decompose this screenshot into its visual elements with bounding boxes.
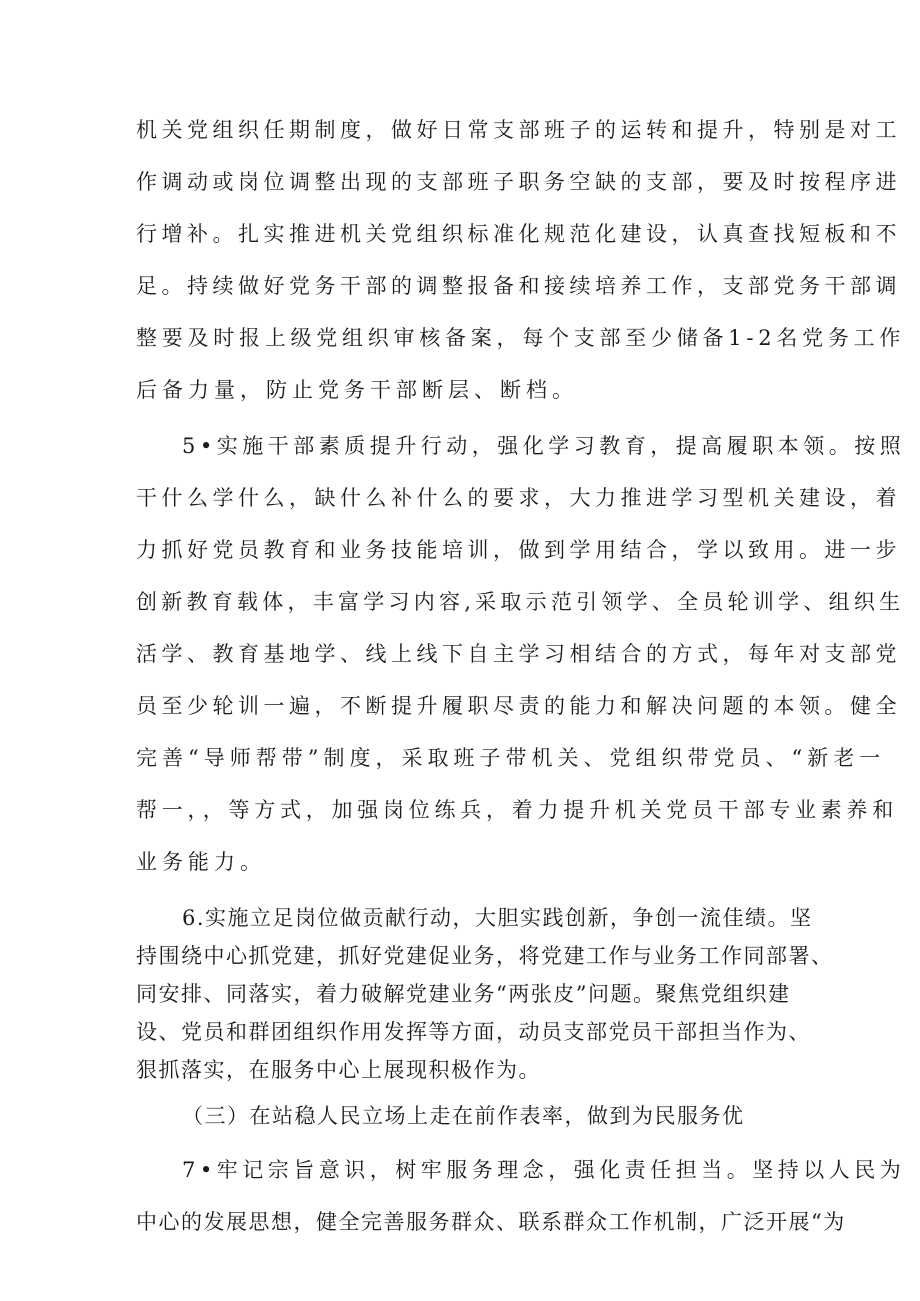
paragraph-line: 作调动或岗位调整出现的支部班子职务空缺的支部，要及时按程序进: [136, 170, 901, 194]
paragraph-line: 业务能力。: [136, 850, 266, 874]
paragraph-line: 7•牢记宗旨意识，树牢服务理念，强化责任担当。坚持以人民为: [182, 1158, 906, 1182]
paragraph-line: 后备力量，防止党务干部断层、断档。: [136, 378, 578, 402]
paragraph-line: 活学、教育基地学、线上线下自主学习相结合的方式，每年对支部党: [136, 642, 901, 666]
paragraph-line: 狠抓落实，在服务中心上展现积极作为。: [136, 1058, 541, 1082]
section-heading: （三）在站稳人民立场上走在前作表率，做到为民服务优: [182, 1104, 745, 1128]
paragraph-line: 力抓好党员教育和业务技能培训，做到学用结合，学以致用。进一步: [136, 538, 901, 562]
paragraph-line: 帮一，，等方式，加强岗位练兵，着力提升机关党员干部专业素养和: [136, 798, 898, 822]
paragraph-line: 员至少轮训一遍，不断提升履职尽责的能力和解决问题的本领。健全: [136, 694, 901, 718]
paragraph-line: 完善“导师帮带”制度，采取班子带机关、党组织带党员、“新老一: [136, 746, 886, 770]
paragraph-line: 持围绕中心抓党建，抓好党建促业务，将党建工作与业务工作同部署、: [136, 944, 834, 968]
paragraph-line: 行增补。扎实推进机关党组织标准化规范化建设，认真查找短板和不: [136, 222, 901, 246]
paragraph-line: 同安排、同落实，着力破解党建业务“两张皮”问题。聚焦党组织建: [136, 982, 791, 1006]
paragraph-line: 足。持续做好党务干部的调整报备和接续培养工作，支部党务干部调: [136, 274, 901, 298]
paragraph-line: 机关党组织任期制度，做好日常支部班子的运转和提升，特别是对工: [136, 118, 901, 142]
paragraph-line: 5•实施干部素质提升行动，强化学习教育，提高履职本领。按照: [182, 434, 906, 458]
paragraph-line: 创新教育载体，丰富学习内容,采取示范引领学、全员轮训学、组织生: [136, 590, 905, 614]
paragraph-line: 干什么学什么，缺什么补什么的要求，大力推进学习型机关建设，着: [136, 486, 901, 510]
paragraph-line: 整要及时报上级党组织审核备案，每个支部至少储备1-2名党务工作: [136, 326, 906, 350]
paragraph-line: 6.实施立足岗位做贡献行动，大胆实践创新，争创一流佳绩。坚: [182, 906, 813, 930]
paragraph-line: 中心的发展思想，健全完善服务群众、联系群众工作机制，广泛开展“为: [136, 1210, 846, 1234]
paragraph-line: 设、党员和群团组织作用发挥等方面，动员支部党员干部担当作为、: [136, 1020, 811, 1044]
